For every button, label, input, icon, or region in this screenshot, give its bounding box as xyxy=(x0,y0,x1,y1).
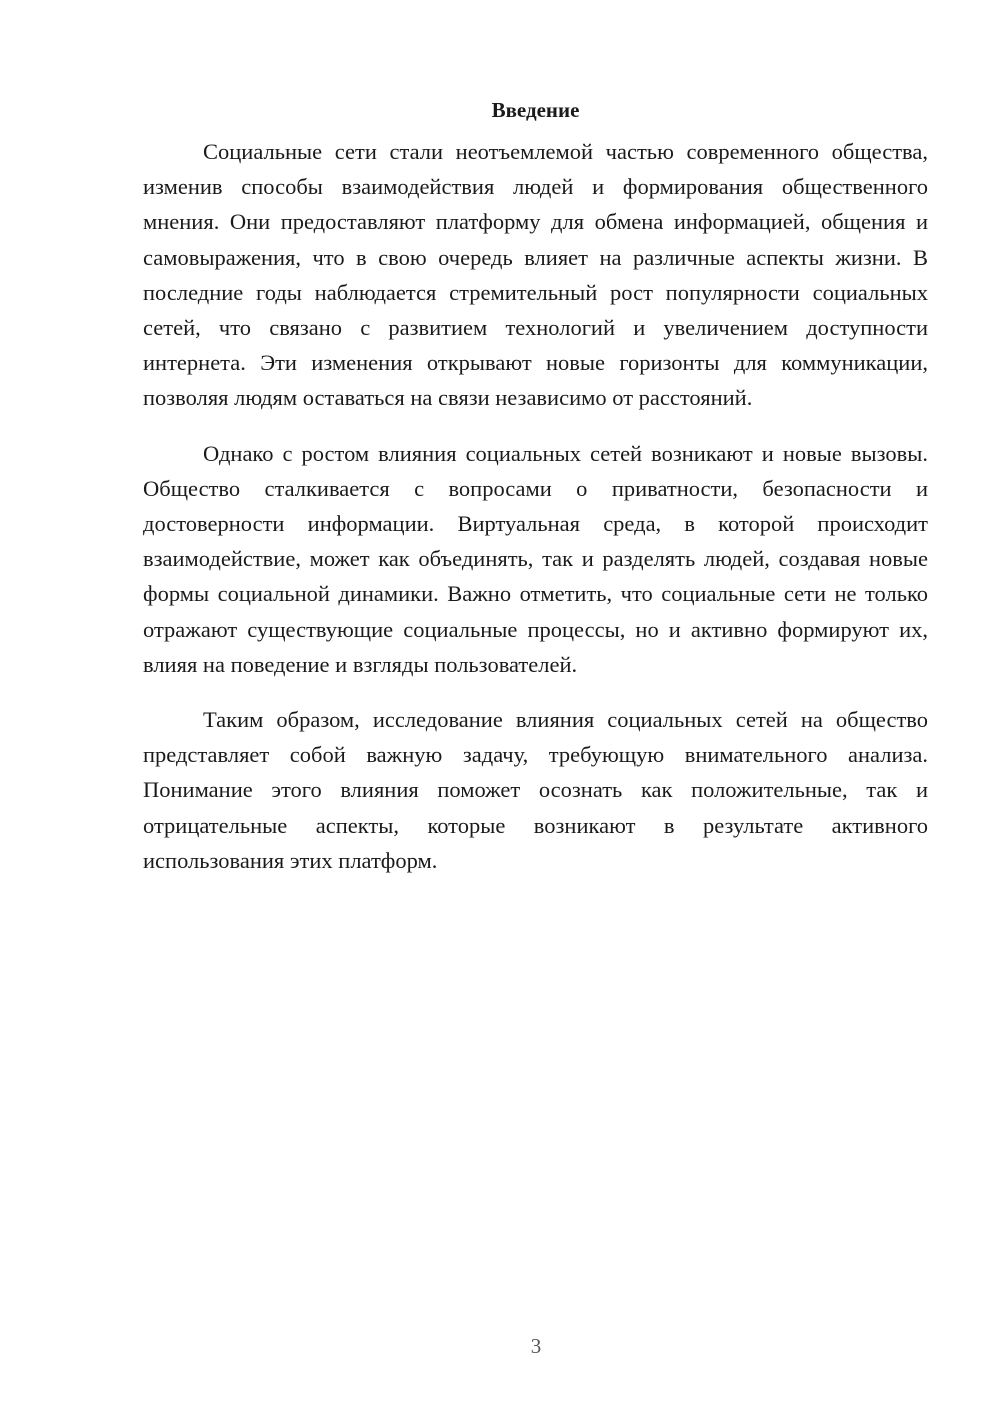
page-number: 3 xyxy=(530,1334,542,1358)
paragraph-2: Однако с ростом влияния социальных сетей возникают и новые вызовы. Общество сталкивается с вопросами о приватности, безопасности и достоверности информации. Виртуальная среда, в которой происходит взаимодействие, может как объединять, так и разделять людей, создавая новые формы социальной динамики. Важно отметить, что социальные сети не только отражают существующие социальные процессы, но и активно формируют их, влияя на поведение и взгляды пользователей. xyxy=(143,440,928,677)
paragraph-3: Таким образом, исследование влияния социальных сетей на общество представляет собой важную задачу, требующую внимательного анализа. Понимание этого влияния поможет осознать как положительные, так и отрицательные аспекты, которые возникают в результате активного использования этих платформ. xyxy=(143,707,928,873)
paragraph-1: Социальные сети стали неотъемлемой частью современного общества, изменив способы взаимодействия людей и формирования общественного мнения. Они предоставляют платформу для обмена информацией, общения и самовыражения, что в свою очередь влияет на различные аспекты жизни. В последние годы наблюдается стремительный рост популярности социальных сетей, что связано с развитием технологий и увеличением доступности интернета. Эти изменения открывают новые горизонты для коммуникации, позволяя людям оставаться на связи независимо от расстояний. xyxy=(143,139,928,411)
document-page xyxy=(143,95,928,898)
section-title: Введение xyxy=(491,98,580,122)
